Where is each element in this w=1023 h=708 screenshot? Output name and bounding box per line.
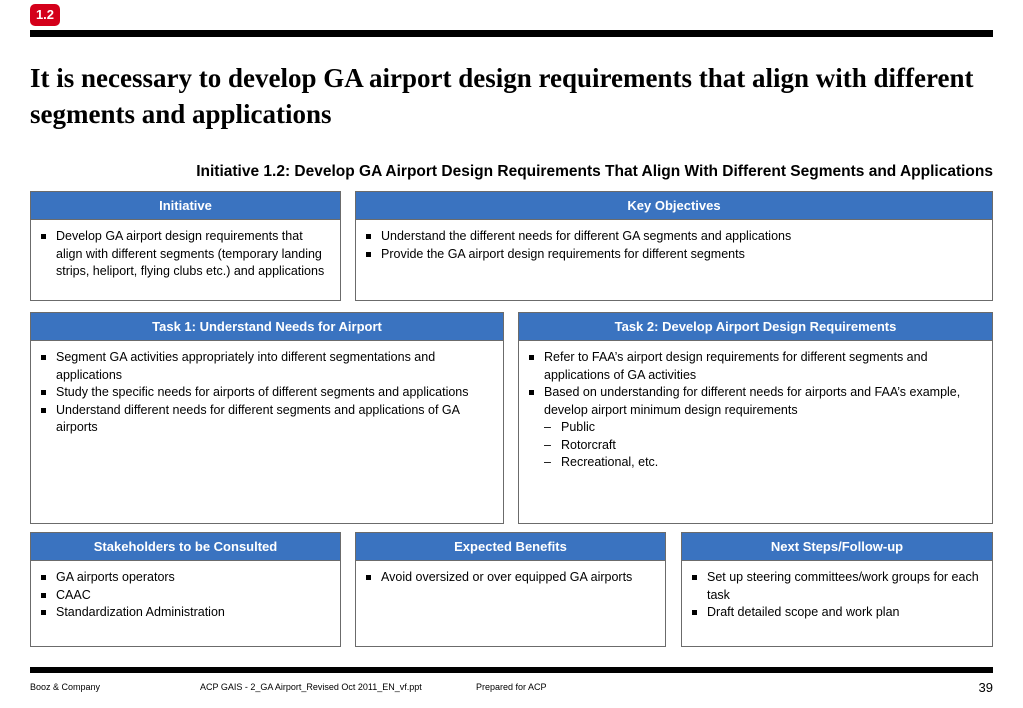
task2-list: [519, 341, 992, 472]
initiative-subtitle: Initiative 1.2: Develop GA Airport Design Requirements That Align With Different Segments and Applications: [196, 163, 993, 180]
page-number: 39: [978, 680, 993, 695]
footer-prepared-for: Prepared for ACP: [476, 682, 547, 692]
task2-box: [518, 312, 993, 524]
dash-marker: –: [544, 420, 551, 434]
sub-item-text: Public: [561, 420, 596, 434]
list-item: Based on understanding for different needs for airports and FAA’s example, develop airport minimum design requirements: [527, 384, 984, 419]
sub-list-item: [527, 419, 984, 437]
dash-marker: –: [544, 437, 551, 452]
expected-benefits-list: [356, 561, 665, 587]
list-item: Set up steering committees/work groups for each task: [690, 569, 984, 604]
list-item: Provide the GA airport design requirements for different segments: [364, 246, 984, 264]
key-objectives-box: [355, 191, 993, 301]
task1-header: Task 1: Understand Needs for Airport: [31, 313, 503, 341]
list-item: Draft detailed scope and work plan: [690, 604, 984, 622]
sub-list-item: [527, 454, 984, 472]
top-rule: [30, 30, 993, 37]
task1-list: [31, 341, 503, 437]
list-item: Segment GA activities appropriately into different segmentations and applications: [39, 349, 495, 384]
dash-marker: –: [544, 455, 551, 469]
initiative-box: [30, 191, 341, 301]
next-steps-list: [682, 561, 992, 622]
stakeholders-header: Stakeholders to be Consulted: [31, 533, 340, 561]
footer-filename: ACP GAIS - 2_GA Airport_Revised Oct 2011_EN_vf.ppt: [200, 682, 422, 692]
sub-item-text: Rotorcraft: [561, 437, 616, 452]
list-item: Understand the different needs for different GA segments and applications: [364, 228, 984, 246]
bottom-rule: [30, 667, 993, 673]
initiative-list: [31, 220, 340, 281]
list-item: GA airports operators: [39, 569, 332, 587]
footer-company: Booz & Company: [30, 682, 101, 692]
list-item: Understand different needs for different segments and applications of GA airports: [39, 402, 495, 437]
task2-header: Task 2: Develop Airport Design Requirements: [519, 313, 992, 341]
key-objectives-header: Key Objectives: [356, 192, 992, 220]
expected-benefits-header: Expected Benefits: [356, 533, 665, 561]
list-item: CAAC: [39, 587, 332, 605]
expected-benefits-box: [355, 532, 666, 647]
next-steps-box: [681, 532, 993, 647]
key-objectives-list: [356, 220, 992, 263]
sub-list-item: [527, 437, 984, 455]
stakeholders-box: [30, 532, 341, 647]
list-item: Study the specific needs for airports of different segments and applications: [39, 384, 495, 402]
list-item: Refer to FAA’s airport design requirements for different segments and applications of GA activities: [527, 349, 984, 384]
section-badge: 1.2: [30, 4, 60, 26]
stakeholders-list: [31, 561, 340, 622]
task1-box: [30, 312, 504, 524]
list-item: Avoid oversized or over equipped GA airports: [364, 569, 657, 587]
list-item: Standardization Administration: [39, 604, 332, 622]
sub-item-text: Recreational, etc.: [561, 455, 659, 469]
list-item: Develop GA airport design requirements that align with different segments (temporary landing strips, heliport, flying clubs etc.) and applications: [39, 228, 332, 281]
page-title: It is necessary to develop GA airport design requirements that align with different segments and applications: [30, 63, 974, 129]
initiative-header: Initiative: [31, 192, 340, 220]
next-steps-header: Next Steps/Follow-up: [682, 533, 992, 561]
